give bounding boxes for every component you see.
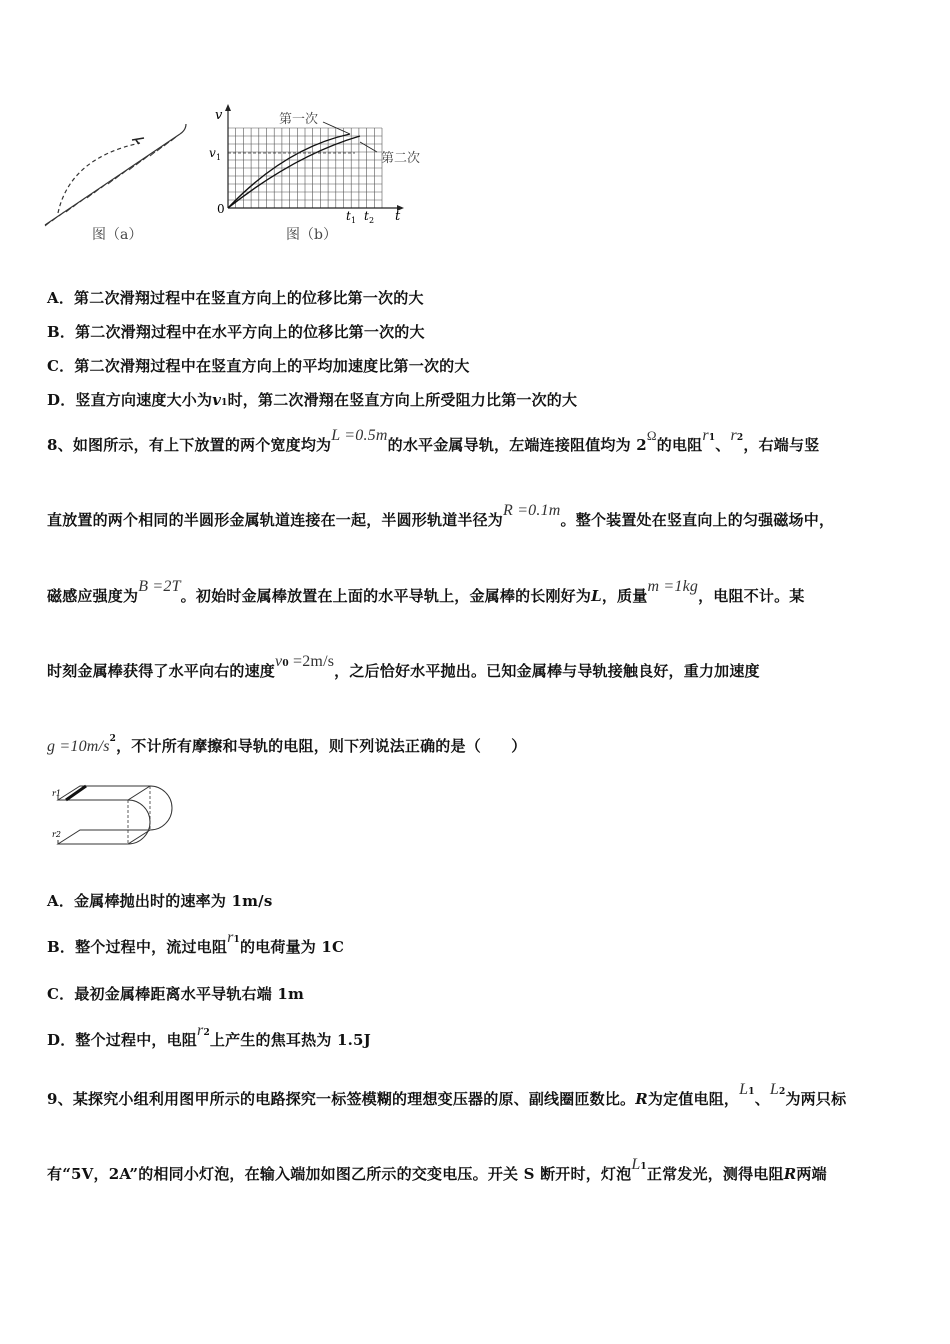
fig-r1-label: r1 [52, 789, 61, 798]
q7-option-b: B．第二次滑翔过程中在水平方向上的位移比第一次的大 [47, 323, 425, 341]
q7-option-c: C．第二次滑翔过程中在竖直方向上的平均加速度比第一次的大 [47, 357, 470, 375]
v-axis-label: v [215, 108, 223, 123]
curve-second [228, 136, 360, 208]
q8-math-v0: v [275, 653, 283, 670]
q8-r1: r [702, 427, 709, 444]
q8-option-a: A．金属棒抛出时的速率为 1m/s [47, 892, 273, 910]
q9-line-2: 有“5V，2A”的相同小灯泡，在输入端加如图乙所示的交变电压。开关 S 断开时，灯泡$L^1$正常发光，测得电阻R两端 [47, 1156, 827, 1183]
q8-math-m: m =1kg [647, 578, 699, 595]
trajectory-dashed [58, 143, 140, 213]
q8-math-L: L =0.5m [331, 427, 388, 444]
q8-option-c: C．最初金属棒距离水平导轨右端 1m [47, 985, 305, 1003]
q8-line-4: 时刻金属棒获得了水平向右的速度$v^0 =2m/s$，之后恰好水平抛出。已知金属棒与导轨接触良好，重力加速度 [47, 653, 760, 680]
figure-a-caption: 图（a） [92, 227, 143, 243]
q7-option-d-pre: D．竖直方向速度大小为 [47, 391, 213, 409]
q8-figure [50, 780, 190, 855]
q8-line-3: 磁感应强度为B =2T。初始时金属棒放置在上面的水平导轨上，金属棒的长刚好为L，质量m =1kg，电阻不计。某 [47, 578, 805, 605]
t-axis-label: t [395, 209, 401, 224]
graph-grid [228, 128, 382, 208]
origin-label: 0 [217, 202, 225, 216]
q8-r2: r [730, 427, 737, 444]
t2-label: t [364, 209, 369, 223]
t2-sub: 2 [369, 216, 375, 225]
fig-r2-label: r2 [52, 830, 61, 839]
t1-sub: 1 [351, 216, 357, 225]
q8-line-1: 8、如图所示，有上下放置的两个宽度均为L =0.5m的水平金属导轨，左端连接阻值均为 2Ω的电阻$r^1$、$r^2$，右端与竖 [47, 427, 820, 454]
v1-sub: 1 [216, 153, 222, 162]
q7-option-d [47, 389, 577, 410]
q7-option-d-post: 时，第二次滑翔在竖直方向上所受阻力比第一次的大 [227, 391, 578, 409]
q8-math-R: R =0.1m [503, 502, 561, 519]
q8-math-B: B =2T [138, 578, 181, 595]
q7-option-d-sub: 1 [221, 398, 228, 408]
q8-option-d: D．整个过程中，电阻$r^2$上产生的焦耳热为 1.5J [47, 1022, 371, 1049]
v1-label: v [209, 146, 216, 160]
q7-option-d-var: v [212, 391, 222, 409]
rail-semicircle-diagram [50, 780, 190, 855]
velocity-time-graph [205, 100, 445, 230]
q8-line-2: 直放置的两个相同的半圆形金属轨道连接在一起，半圆形轨道半径为R =0.1m。整个装置处在竖直向上的匀强磁场中， [47, 502, 835, 529]
q7-option-a: A．第二次滑翔过程中在竖直方向上的位移比第一次的大 [47, 289, 424, 307]
t1-label: t [346, 209, 351, 223]
q8-line-5: $g =10m/s^2$，不计所有摩擦和导轨的电阻，则下列说法正确的是（ ） [47, 734, 527, 755]
skier-icon [132, 138, 144, 144]
ohm-symbol: Ω [646, 428, 657, 443]
second-curve-label: 第二次 [381, 151, 421, 166]
q8-math-g: g =10m/s [47, 738, 110, 755]
q8-option-b: B．整个过程中，流过电阻$r^1$的电荷量为 1C [47, 929, 345, 956]
first-curve-label: 第一次 [279, 112, 319, 127]
q9-line-1: 9、某探究小组利用图甲所示的电路探究一标签模糊的理想变压器的原、副线圈匝数比。R为定值电阻，$L^1$、$L^2$为两只标 [47, 1081, 847, 1108]
figure-b-caption: 图（b） [286, 227, 337, 243]
figure-b [205, 100, 445, 230]
